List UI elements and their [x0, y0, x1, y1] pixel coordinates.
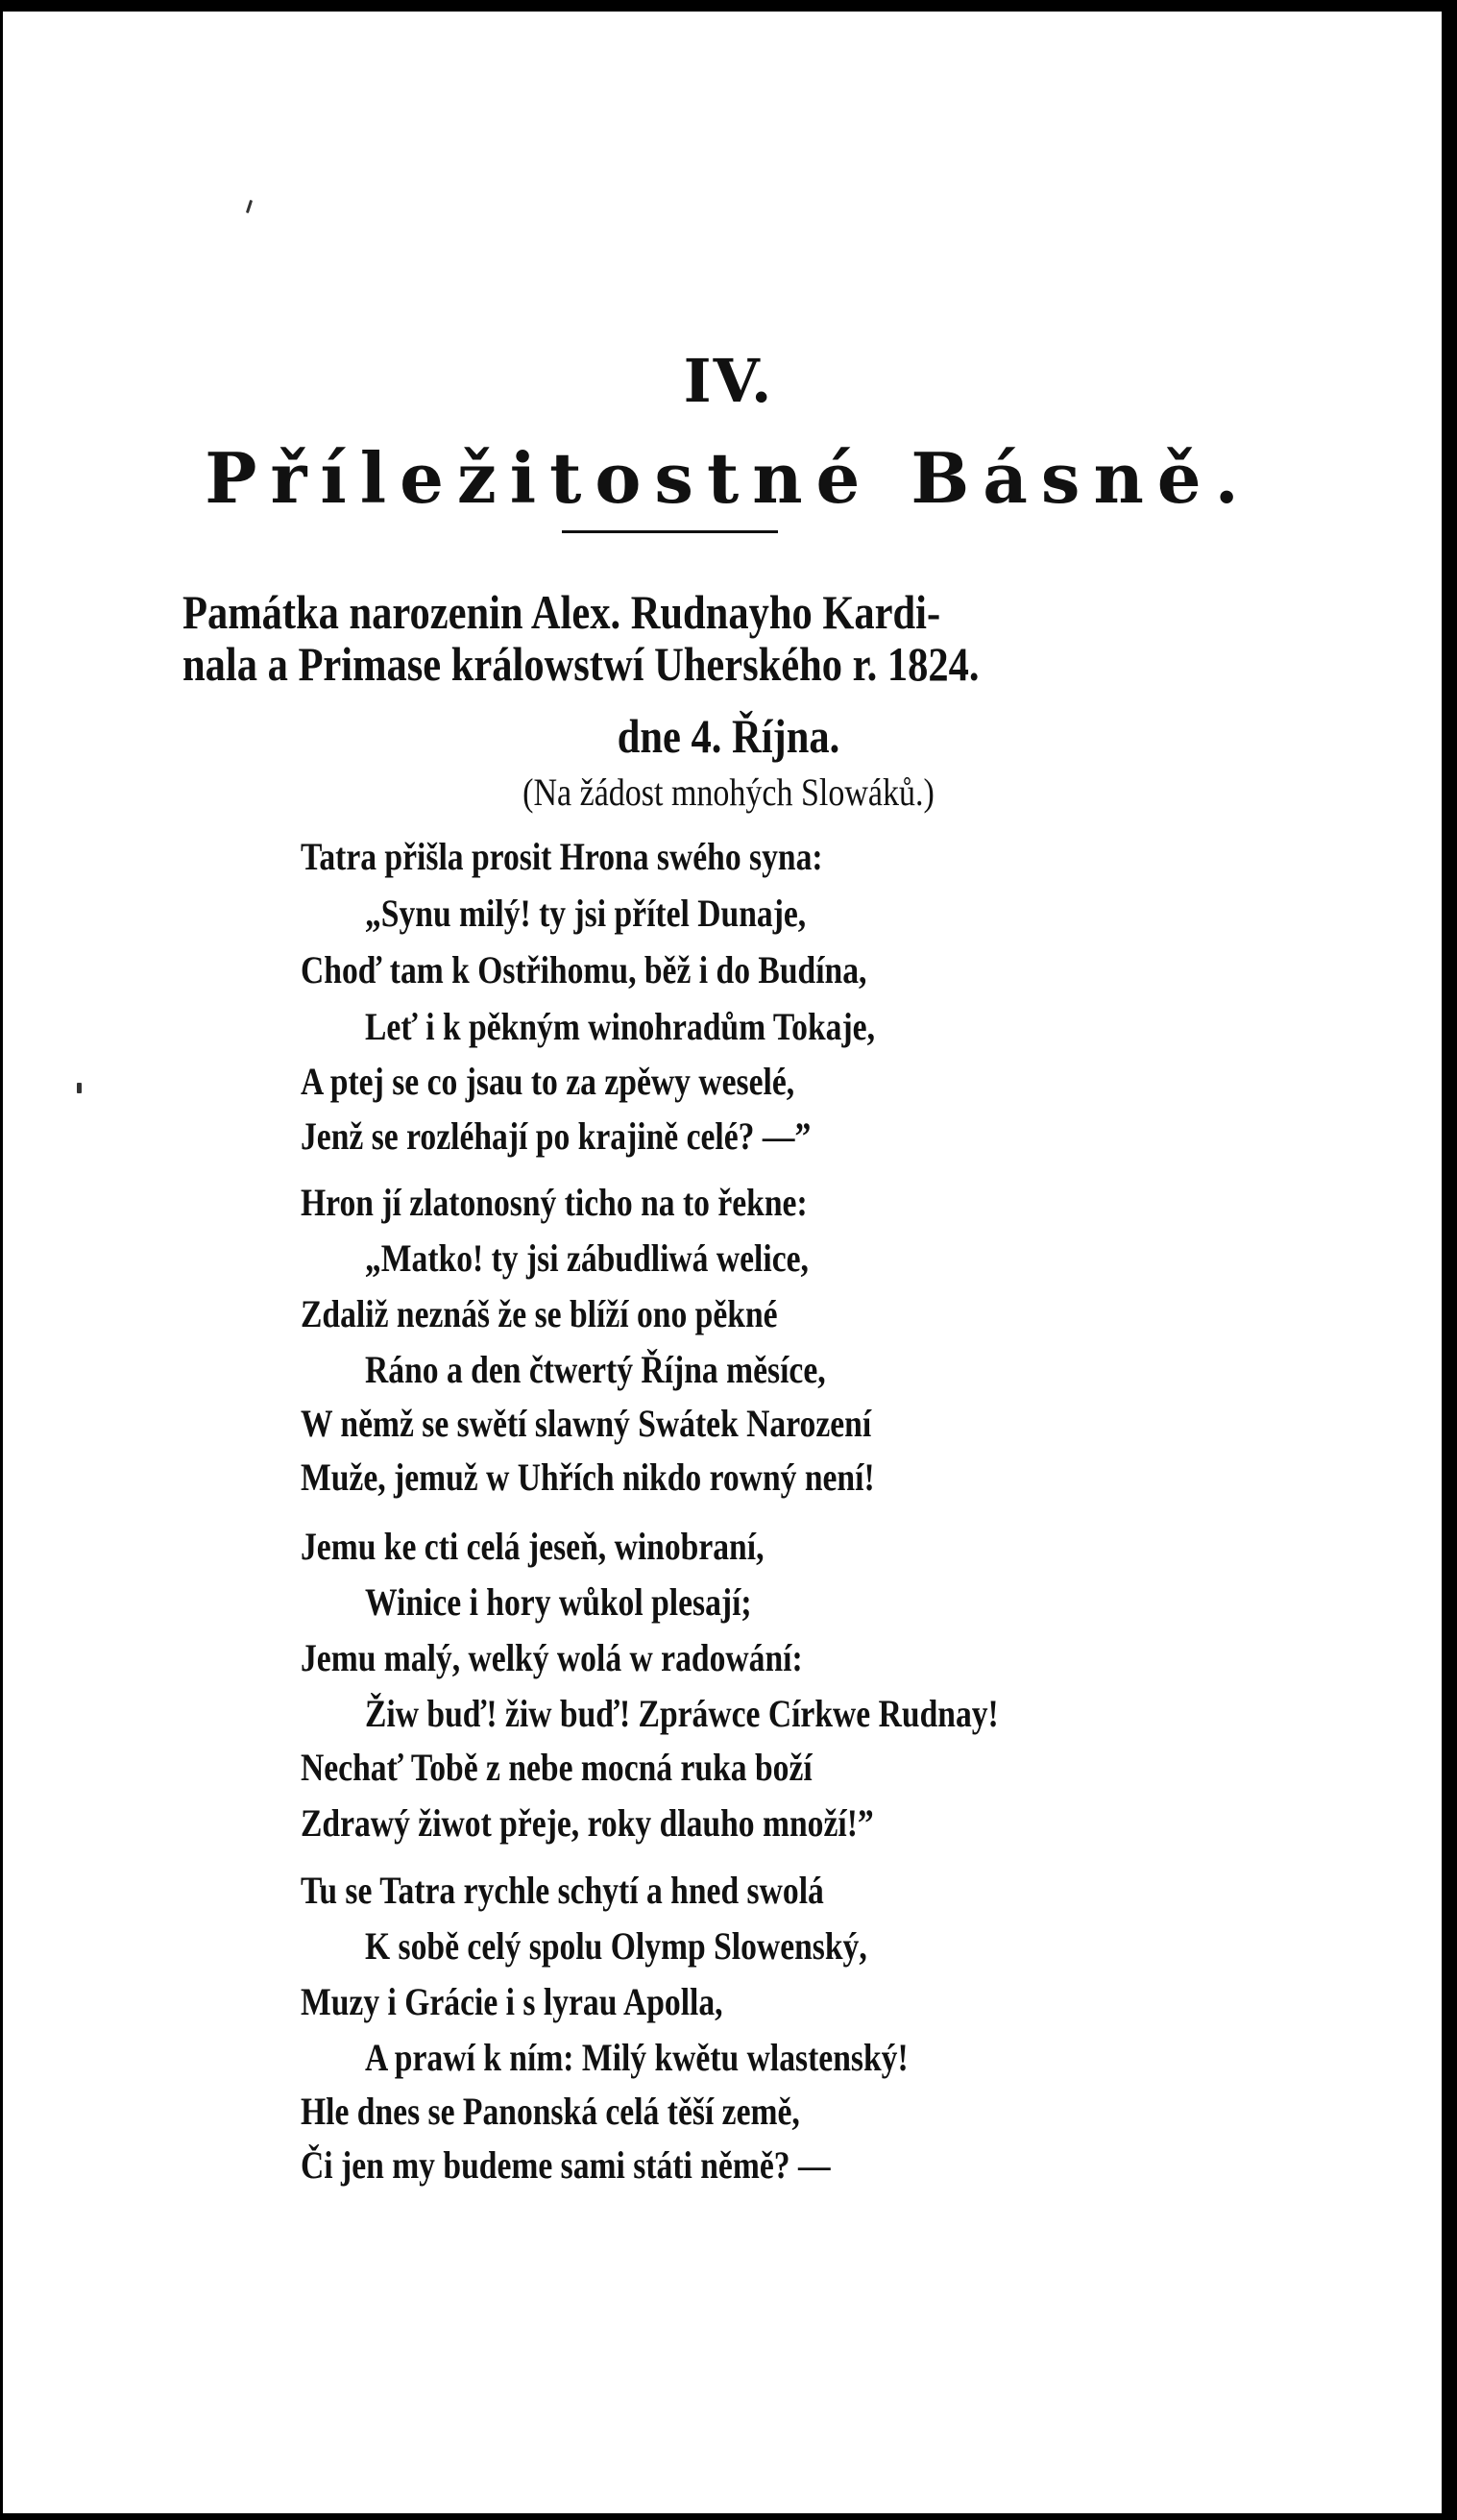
verse-line: Choď tam k Ostřihomu, běž i do Budína,	[301, 948, 867, 991]
verse-line: Winice i hory wůkol plesají;	[365, 1580, 752, 1624]
verse-line: Muzy i Grácie i s lyrau Apolla,	[301, 1980, 723, 2023]
verse-line: Zdrawý žiwot přeje, roky dlauho množí!”	[301, 1801, 874, 1845]
scan-speck	[77, 1083, 82, 1093]
verse-line: Hron jí zlatonosný ticho na to řekne:	[301, 1181, 808, 1224]
verse-line: Tatra přišla prosit Hrona swého syna:	[301, 835, 823, 878]
verse-line: Či jen my budeme sami státi němě? —	[301, 2143, 831, 2187]
verse-line: Ráno a den čtwertý Října měsíce,	[365, 1348, 826, 1391]
verse-line: Žiw buď! žiw buď! Zpráwce Církwe Rudnay!	[365, 1692, 999, 1735]
verse-line: Muže, jemuž w Uhřích nikdo rowný není!	[301, 1456, 875, 1499]
title-rule	[562, 530, 778, 533]
verse-line: W němž se swětí slawný Swátek Narození	[301, 1402, 872, 1445]
poem-heading-line: nala a Primase králowstwí Uherského r. 1824.	[182, 637, 980, 691]
verse-line: „Synu milý! ty jsi přítel Dunaje,	[365, 892, 807, 935]
verse-line: Jemu malý, welký wolá w radowání:	[301, 1636, 803, 1679]
verse-line: Tu se Tatra rychle schytí a hned swolá	[301, 1869, 824, 1912]
poem-heading-line: dne 4. Října.	[617, 709, 840, 763]
poem-heading-line: Památka narozenin Alex. Rudnayho Kardi-	[182, 585, 941, 639]
verse-line: Nechať Tobě z nebe mocná ruka boží	[301, 1746, 813, 1789]
verse-line: Leť i k pěkným winohradům Tokaje,	[365, 1005, 875, 1048]
verse-line: Hle dnes se Panonská celá těší země,	[301, 2090, 800, 2133]
poem-subheading: (Na žádost mnohých Slowáků.)	[522, 771, 935, 814]
scan-bottom-border	[0, 2513, 1457, 2520]
section-number: IV.	[683, 346, 774, 416]
scan-top-border	[0, 0, 1457, 12]
verse-line: A ptej se co jsau to za zpěwy weselé,	[301, 1060, 795, 1103]
verse-line: Jemu ke cti celá jeseň, winobraní,	[301, 1525, 765, 1568]
scan-speck	[246, 200, 253, 213]
verse-line: Jenž se rozléhají po krajině celé? —”	[301, 1114, 812, 1158]
verse-line: Zdaliž neznáš že se blíží ono pěkné	[301, 1292, 778, 1335]
verse-line: A prawí k ním: Milý kwětu wlastenský!	[365, 2036, 909, 2079]
verse-line: „Matko! ty jsi zábudliwá welice,	[365, 1236, 809, 1280]
section-title: Příležitostné Básně.	[205, 437, 1252, 519]
verse-line: K sobě celý spolu Olymp Slowenský,	[365, 1924, 867, 1968]
